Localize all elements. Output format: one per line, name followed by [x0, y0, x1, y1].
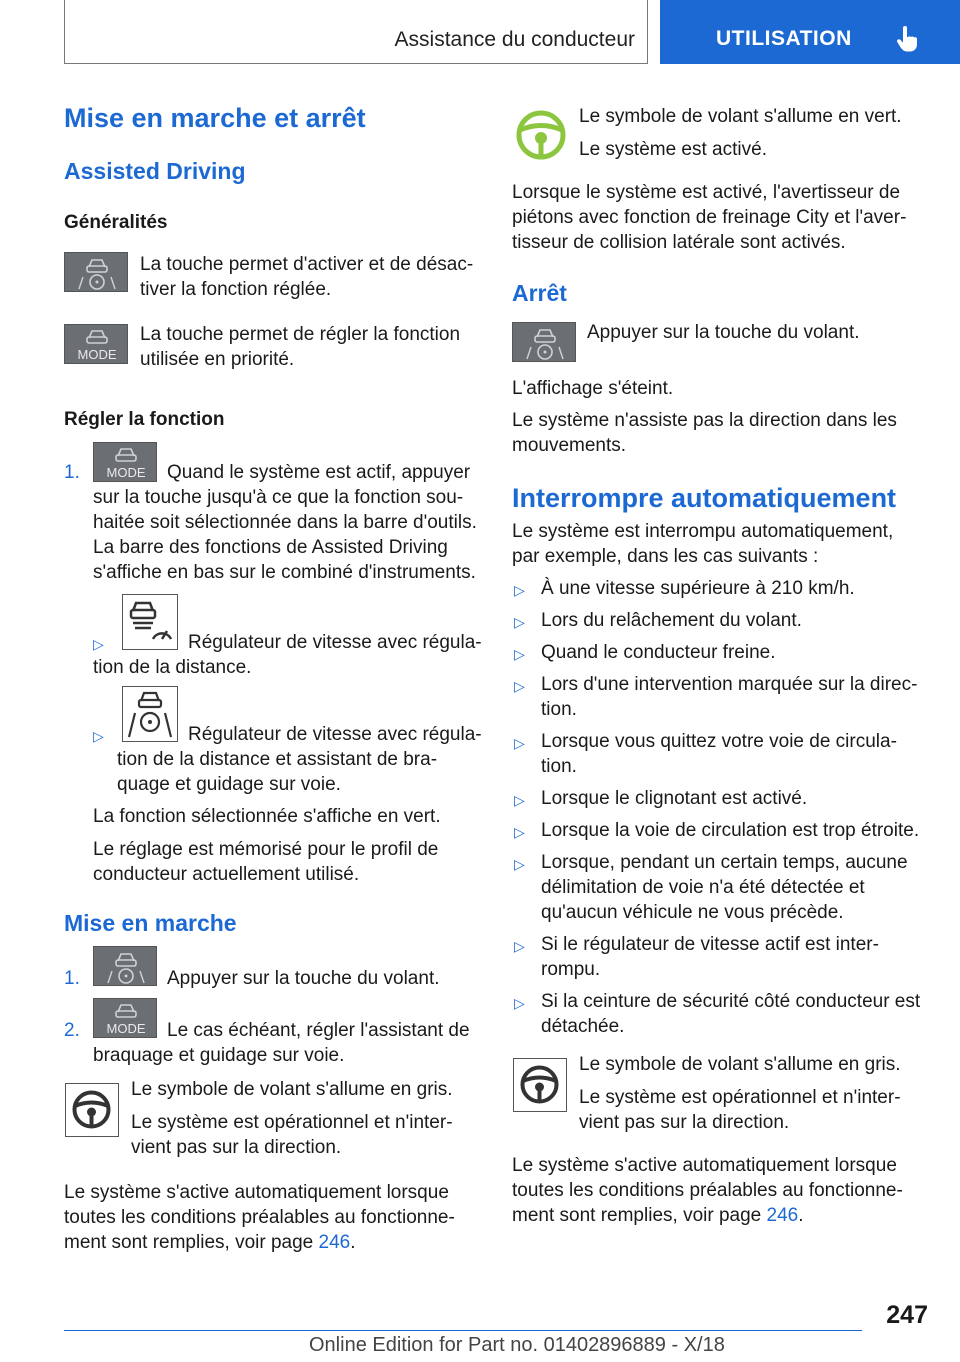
list-item-line: tion.	[541, 699, 577, 720]
marche-step2-line1: Le cas échéant, régler l'assistant de	[167, 1020, 470, 1041]
bullet-triangle-icon: ▷	[514, 856, 525, 872]
generalites-item1-line1: La touche permet d'activer et de désac-	[140, 254, 474, 275]
list-item	[512, 786, 942, 811]
regler-option1-line2: tion de la distance.	[93, 657, 252, 678]
marche-auto-line1: Le système s'active automatiquement lorsque	[64, 1182, 449, 1203]
bullet-triangle-icon: ▷	[93, 728, 104, 744]
steering-assist-icon	[123, 687, 177, 741]
header-section-box	[64, 0, 648, 64]
list-item-line: Lorsque le clignotant est activé.	[541, 788, 808, 809]
list-item-line: Lorsque la voie de circulation est trop étroite.	[541, 820, 920, 841]
arret-press-line: Appuyer sur la touche du volant.	[587, 322, 860, 343]
regler-step1-line5: s'affiche en bas sur le combiné d'instruments.	[93, 562, 476, 583]
active-info-line1: Lorsque le système est activé, l'avertisseur de	[512, 182, 901, 203]
list-item	[512, 989, 942, 1039]
mode-icon	[94, 999, 158, 1039]
regler-step1-line2: sur la touche jusqu'à ce que la fonction sou-	[93, 487, 464, 508]
interrupt-intro-line2: par exemple, dans les cas suivants :	[512, 546, 819, 567]
active-info-line2: piétons avec fonction de freinage City et l'aver-	[512, 207, 907, 228]
bullet-triangle-icon: ▷	[514, 646, 525, 662]
regler-note2-line1: Le réglage est mémorisé pour le profil de	[93, 839, 439, 860]
generalites-item2-line1: La touche permet de régler la fonction	[140, 324, 461, 345]
page-number: 247	[886, 1301, 928, 1329]
steering-button-image	[64, 252, 128, 292]
marche-step1-number: 1.	[64, 968, 80, 989]
list-item	[512, 818, 942, 843]
marche-operational-line2: vient pas sur la direction.	[131, 1137, 342, 1158]
regler-option2-line3: quage et guidage sur voie.	[117, 774, 341, 795]
steering-button-image	[93, 946, 157, 986]
section-title-mise-en-marche: Mise en marche	[64, 910, 237, 936]
footer-divider	[64, 1330, 862, 1331]
steering-wheel-green-icon	[514, 108, 568, 162]
bullet-triangle-icon: ▷	[514, 735, 525, 751]
regler-step1-line1: Quand le système est actif, appuyer	[167, 462, 471, 483]
mode-button-image	[93, 998, 157, 1038]
arret-nosteer-line1: Le système n'assiste pas la direction dans les	[512, 410, 897, 431]
list-item-line: Lors d'une intervention marquée sur la direc-	[541, 674, 918, 695]
distance-control-icon	[123, 595, 177, 649]
mode-icon	[94, 443, 158, 483]
bullet-triangle-icon: ▷	[514, 792, 525, 808]
header-section-title: Assistance du conducteur	[394, 28, 635, 51]
system-active-line: Le système est activé.	[579, 139, 767, 160]
marche-step2-line2: braquage et guidage sur voie.	[93, 1045, 345, 1066]
list-item-line: rompu.	[541, 959, 601, 980]
bullet-triangle-icon: ▷	[514, 582, 525, 598]
page-title: Mise en marche et arrêt	[64, 103, 366, 133]
interrupt-auto-line3: ment sont remplies, voir page	[512, 1205, 762, 1226]
regler-option2-line1: Régulateur de vitesse avec régula-	[188, 724, 482, 745]
list-item	[512, 576, 942, 601]
steering-assist-icon	[94, 947, 158, 987]
marche-operational-line1: Le système est opérationnel et n'inter-	[131, 1112, 453, 1133]
list-item-line: détachée.	[541, 1016, 625, 1037]
interrupt-operational-line2: vient pas sur la direction.	[579, 1112, 790, 1133]
steering-wheel-gray-symbol	[65, 1083, 119, 1137]
list-item-line: Si la ceinture de sécurité côté conducteur est	[541, 991, 921, 1012]
section-title-arret: Arrêt	[512, 280, 567, 306]
mode-icon	[65, 325, 129, 365]
list-item-line: Lors du relâchement du volant.	[541, 610, 802, 631]
mode-label: MODE	[106, 1021, 146, 1036]
page-link-246[interactable]: 246	[318, 1232, 351, 1253]
footer-edition: Online Edition for Part no. 01402896889 - X/18	[309, 1334, 725, 1356]
regler-step1-line3: haitée soit sélectionnée dans la barre d'outils.	[93, 512, 477, 533]
list-item-line: Lorsque vous quittez votre voie de circula-	[541, 731, 897, 752]
list-item	[512, 608, 942, 633]
period: .	[798, 1205, 804, 1226]
marche-auto-line2: toutes les conditions préalables au fonctionne-	[64, 1207, 455, 1228]
heading-generalites: Généralités	[64, 212, 168, 233]
mode-label: MODE	[106, 465, 146, 480]
regler-step1-line4: La barre des fonctions de Assisted Driving	[93, 537, 448, 558]
acc-symbol-image	[122, 594, 178, 650]
header-chapter-tab[interactable]	[660, 0, 960, 64]
bullet-triangle-icon: ▷	[514, 938, 525, 954]
arret-off-line: L'affichage s'éteint.	[512, 378, 674, 399]
regler-step1-number: 1.	[64, 462, 80, 483]
interrupt-operational-line1: Le système est opérationnel et n'inter-	[579, 1087, 901, 1108]
list-item-line: Quand le conducteur freine.	[541, 642, 776, 663]
marche-symbol-gray-line: Le symbole de volant s'allume en gris.	[131, 1079, 453, 1100]
bullet-triangle-icon: ▷	[514, 824, 525, 840]
list-item-line: délimitation de voie n'a été détectée et	[541, 877, 865, 898]
hand-pointer-icon	[896, 26, 918, 52]
list-item	[512, 850, 942, 925]
bullet-triangle-icon: ▷	[514, 678, 525, 694]
list-item-line: tion.	[541, 756, 577, 777]
marche-auto-line3: ment sont remplies, voir page	[64, 1232, 314, 1253]
list-item	[512, 932, 942, 982]
regler-option2-line2: tion de la distance et assistant de bra-	[117, 749, 438, 770]
steering-wheel-green-symbol	[514, 108, 568, 162]
steering-wheel-gray-symbol	[513, 1058, 567, 1112]
interrupt-auto-line1: Le système s'active automatiquement lorsque	[512, 1155, 897, 1176]
section-title-assisted-driving: Assisted Driving	[64, 158, 246, 184]
list-item-line: qu'aucun véhicule ne vous précède.	[541, 902, 844, 923]
list-item	[512, 729, 942, 779]
interrupt-auto-line2: toutes les conditions préalables au fonctionne-	[512, 1180, 903, 1201]
marche-step2-number: 2.	[64, 1020, 80, 1041]
interrupt-intro-line1: Le système est interrompu automatiquement,	[512, 521, 894, 542]
steering-assist-icon	[513, 323, 577, 363]
interrupt-list	[512, 576, 942, 1046]
mode-label: MODE	[77, 347, 117, 362]
steering-button-image	[512, 322, 576, 362]
list-item-line: Si le régulateur de vitesse actif est inter-	[541, 934, 879, 955]
interrupt-symbol-gray-line: Le symbole de volant s'allume en gris.	[579, 1054, 901, 1075]
list-item	[512, 672, 942, 722]
mode-button-image	[64, 324, 128, 364]
green-symbol-line: Le symbole de volant s'allume en vert.	[579, 106, 902, 127]
list-item-line: Lorsque, pendant un certain temps, aucune	[541, 852, 908, 873]
steering-wheel-icon	[514, 1059, 565, 1110]
mode-button-image	[93, 442, 157, 482]
bullet-triangle-icon: ▷	[514, 614, 525, 630]
arret-nosteer-line2: mouvements.	[512, 435, 627, 456]
active-info-line3: tisseur de collision latérale sont activés.	[512, 232, 846, 253]
page-link-246[interactable]: 246	[766, 1205, 799, 1226]
regler-option1-line1: Régulateur de vitesse avec régula-	[188, 632, 482, 653]
regler-note2-line2: conducteur actuellement utilisé.	[93, 864, 360, 885]
section-title-interrompre: Interrompre automatiquement	[512, 483, 897, 513]
acc-steering-symbol-image	[122, 686, 178, 742]
marche-step1-text: Appuyer sur la touche du volant.	[167, 968, 440, 989]
generalites-item1-line2: tiver la fonction réglée.	[140, 279, 332, 300]
bullet-triangle-icon: ▷	[514, 995, 525, 1011]
steering-assist-icon	[65, 253, 129, 293]
steering-wheel-icon	[66, 1084, 117, 1135]
header-chapter-title: UTILISATION	[716, 27, 852, 50]
regler-note1: La fonction sélectionnée s'affiche en vert.	[93, 806, 441, 827]
period: .	[350, 1232, 356, 1253]
bullet-triangle-icon: ▷	[93, 636, 104, 652]
heading-regler: Régler la fonction	[64, 409, 225, 430]
list-item	[512, 640, 942, 665]
list-item-line: À une vitesse supérieure à 210 km/h.	[541, 578, 855, 599]
generalites-item2-line2: utilisée en priorité.	[140, 349, 295, 370]
